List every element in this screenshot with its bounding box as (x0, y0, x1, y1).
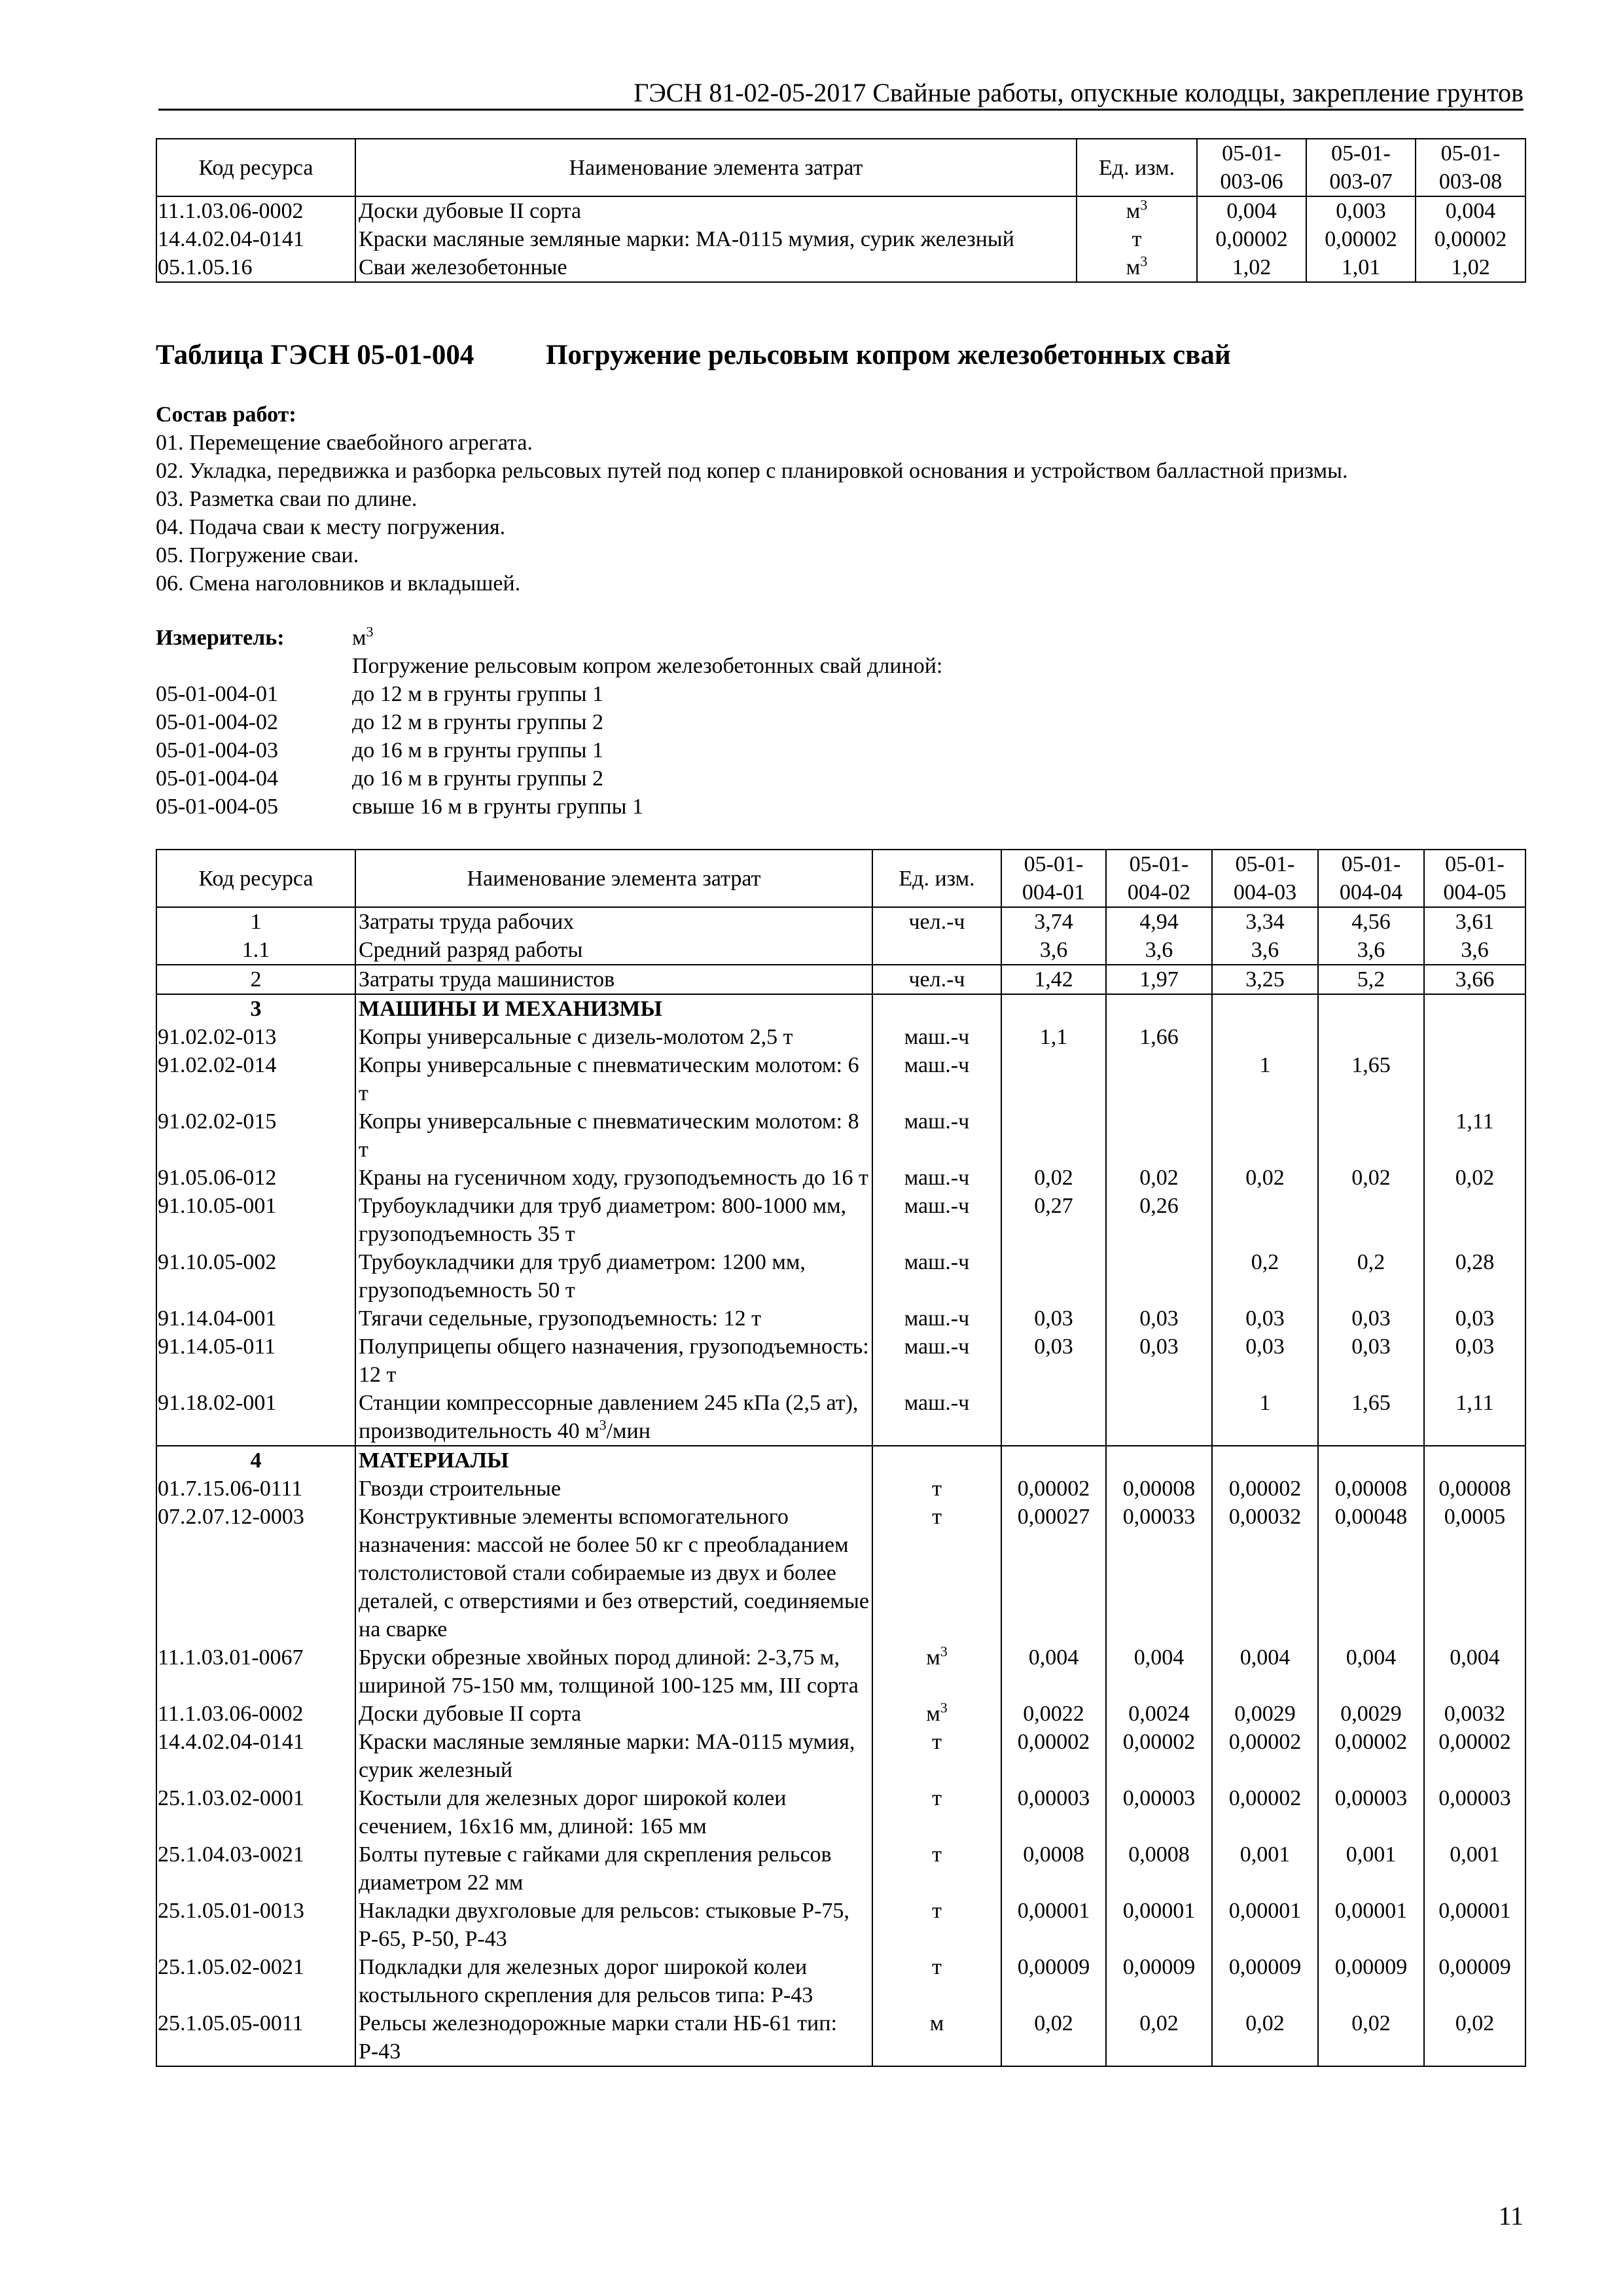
resource-code: 25.1.03.02-0001 (156, 1784, 355, 1840)
col-header: Наименование элемента затрат (355, 139, 1077, 196)
norm-value: 0,00008 (1106, 1475, 1212, 1503)
norm-value: 0,004 (1001, 1643, 1106, 1700)
norm-value: 0,00003 (1001, 1784, 1106, 1840)
resource-name: Копры универсальные с дизель-молотом 2,5 т (355, 1023, 872, 1051)
norm-value: 0,004 (1416, 196, 1525, 225)
table-heading: Погружение рельсовым копром железобетонных свай (546, 340, 1231, 370)
col-header: 05-01- 004-04 (1318, 850, 1424, 907)
norm-value: 0,00027 (1001, 1503, 1106, 1643)
norm-value: 0,03 (1106, 1333, 1212, 1389)
norm-value: 0,02 (1106, 2009, 1212, 2066)
norm-value: 4,94 (1106, 907, 1212, 936)
resource-code: 91.02.02-014 (156, 1051, 355, 1107)
norm-value: 0,00009 (1001, 1953, 1106, 2009)
norm-value: 0,004 (1106, 1643, 1212, 1700)
table-row (156, 1728, 1525, 1784)
norm-value: 3,6 (1212, 936, 1318, 965)
resource-unit: маш.-ч (872, 1304, 1001, 1333)
norm-value: 0,00001 (1424, 1897, 1525, 1953)
norm-value: 0,02 (1212, 1164, 1318, 1192)
norm-value: 0,00002 (1106, 1728, 1212, 1784)
table-row (156, 1389, 1525, 1446)
norm-value: 0,00033 (1106, 1503, 1212, 1643)
variant-text: до 12 м в грунты группы 2 (352, 710, 603, 734)
table-number: Таблица ГЭСН 05-01-004 (156, 340, 474, 370)
table-row (156, 1700, 1525, 1728)
norm-value: 0,03 (1001, 1333, 1106, 1389)
norm-value (1106, 994, 1212, 1023)
norm-value: 3,25 (1212, 965, 1318, 994)
table-row (156, 1164, 1525, 1192)
norm-value: 0,02 (1212, 2009, 1318, 2066)
table-row (156, 1023, 1525, 1051)
norm-value: 0,004 (1197, 196, 1306, 225)
norm-value (1106, 1446, 1212, 1475)
resource-code: 11.1.03.01-0067 (156, 1643, 355, 1700)
resource-code: 25.1.05.01-0013 (156, 1897, 355, 1953)
norm-value: 0,00001 (1212, 1897, 1318, 1953)
norm-value: 0,00008 (1318, 1475, 1424, 1503)
running-header: ГЭСН 81-02-05-2017 Свайные работы, опускные колодцы, закрепление грунтов (158, 77, 1524, 111)
variant-code: 05-01-004-02 (156, 710, 278, 734)
table-row (156, 1784, 1525, 1840)
norm-value: 1 (1212, 1389, 1318, 1446)
variant-code: 05-01-004-03 (156, 738, 278, 762)
resource-unit: т (872, 1840, 1001, 1897)
resource-code: 25.1.04.03-0021 (156, 1840, 355, 1897)
norm-value: 0,03 (1212, 1333, 1318, 1389)
resource-name: Гвозди строительные (355, 1475, 872, 1503)
resource-code: 91.10.05-002 (156, 1248, 355, 1304)
resource-code: 91.14.04-001 (156, 1304, 355, 1333)
resource-name: Подкладки для железных дорог широкой колеи костыльного скрепления для рельсов типа: Р-43 (355, 1953, 872, 2009)
resource-unit: т (872, 1784, 1001, 1840)
norm-value (1106, 1389, 1212, 1446)
resource-unit: м (872, 2009, 1001, 2066)
resource-unit (872, 936, 1001, 965)
work-label: Состав работ: (156, 403, 296, 427)
resource-name: Болты путевые с гайками для скрепления рельсов диаметром 22 мм (355, 1840, 872, 1897)
norm-value: 0,004 (1212, 1643, 1318, 1700)
resource-code: 11.1.03.06-0002 (156, 1700, 355, 1728)
norm-value: 0,0008 (1106, 1840, 1212, 1897)
variant-text: свыше 16 м в грунты группы 1 (352, 795, 643, 819)
table-row (156, 1840, 1525, 1897)
norm-value: 1,11 (1424, 1107, 1525, 1164)
norm-value: 0,02 (1001, 2009, 1106, 2066)
norm-value (1318, 1107, 1424, 1164)
resource-name: Накладки двухголовые для рельсов: стыковые Р-75, Р-65, Р-50, Р-43 (355, 1897, 872, 1953)
norm-value: 1,42 (1001, 965, 1106, 994)
table-row (156, 1503, 1525, 1643)
norm-value: 0,00002 (1001, 1475, 1106, 1503)
work-item: 02. Укладка, передвижка и разборка рельсовых путей под копер с планировкой основания и устройством балластной призмы. (156, 459, 1348, 483)
resource-unit: $м^3$ (1077, 196, 1197, 225)
norm-value: 0,02 (1318, 2009, 1424, 2066)
norm-value: 0,00001 (1001, 1897, 1106, 1953)
norm-value: 0,03 (1212, 1304, 1318, 1333)
resource-name: Затраты труда машинистов (355, 965, 872, 994)
norm-value (1106, 1051, 1212, 1107)
col-header: Код ресурса (156, 850, 355, 907)
resource-code: 3 (156, 994, 355, 1023)
table-row (156, 936, 1525, 965)
norm-value: 0,001 (1318, 1840, 1424, 1897)
norm-value: 3,6 (1106, 936, 1212, 965)
norm-value (1001, 1389, 1106, 1446)
norm-value: 0,004 (1318, 1643, 1424, 1700)
norm-value: 0,00002 (1306, 225, 1416, 253)
table-row (156, 253, 1525, 282)
resource-unit (872, 994, 1001, 1023)
norm-value (1212, 1107, 1318, 1164)
table-row (156, 1475, 1525, 1503)
table-row (156, 965, 1525, 994)
norm-value: 0,03 (1106, 1304, 1212, 1333)
col-header: 05-01- 004-02 (1106, 850, 1212, 907)
norm-value: 0,00002 (1212, 1784, 1318, 1840)
norm-value: 0,02 (1424, 2009, 1525, 2066)
norm-value: 0,00003 (1106, 1784, 1212, 1840)
norm-value: 5,2 (1318, 965, 1424, 994)
table-row (156, 1643, 1525, 1700)
norm-value (1424, 1446, 1525, 1475)
resource-name: Копры универсальные с пневматическим молотом: 6 т (355, 1051, 872, 1107)
resource-unit: т (872, 1503, 1001, 1643)
norm-value: 0,00002 (1424, 1728, 1525, 1784)
norm-value: 0,00002 (1001, 1728, 1106, 1784)
resource-code: 11.1.03.06-0002 (156, 196, 355, 225)
resource-code: 4 (156, 1446, 355, 1475)
resource-name: Краны на гусеничном ходу, грузоподъемность до 16 т (355, 1164, 872, 1192)
resource-name: Доски дубовые II сорта (355, 196, 1077, 225)
resource-unit: маш.-ч (872, 1164, 1001, 1192)
norm-value: 0,26 (1106, 1192, 1212, 1248)
resource-name: Краски масляные земляные марки: МА-0115 мумия, сурик железный (355, 225, 1077, 253)
norm-value: 0,00003 (1424, 1784, 1525, 1840)
resource-unit: маш.-ч (872, 1389, 1001, 1446)
resource-name: Станции компрессорные давлением 245 кПа (2,5 ат), производительность 40 $м^3$/мин (355, 1389, 872, 1446)
norm-value: 0,00002 (1212, 1728, 1318, 1784)
norm-value: 4,56 (1318, 907, 1424, 936)
variant-code: 05-01-004-05 (156, 795, 278, 819)
table-title (156, 338, 1231, 373)
norm-value: 1,66 (1106, 1023, 1212, 1051)
norm-value: 0,001 (1424, 1840, 1525, 1897)
norm-value: 0,00001 (1106, 1897, 1212, 1953)
variant-code: 05-01-004-01 (156, 682, 278, 706)
norm-value: 0,0029 (1212, 1700, 1318, 1728)
resource-code: 01.7.15.06-0111 (156, 1475, 355, 1503)
col-header: Ед. изм. (872, 850, 1001, 907)
work-item: 03. Разметка сваи по длине. (156, 487, 418, 511)
norm-value (1001, 1107, 1106, 1164)
resource-unit: маш.-ч (872, 1051, 1001, 1107)
table-row (156, 196, 1525, 225)
norm-value: 0,00002 (1416, 225, 1525, 253)
norm-value: 0,02 (1318, 1164, 1424, 1192)
resource-unit: чел.-ч (872, 965, 1001, 994)
norm-value (1001, 994, 1106, 1023)
norm-value (1001, 1248, 1106, 1304)
norm-value: 0,02 (1424, 1164, 1525, 1192)
resource-name: МАТЕРИАЛЫ (355, 1446, 872, 1475)
norm-value: 0,00009 (1106, 1953, 1212, 2009)
table-row (156, 907, 1525, 936)
resource-code: 91.18.02-001 (156, 1389, 355, 1446)
norm-value: 3,66 (1424, 965, 1525, 994)
norm-value: 0,00009 (1424, 1953, 1525, 2009)
col-header: Код ресурса (156, 139, 355, 196)
norm-value: 0,27 (1001, 1192, 1106, 1248)
resource-unit: маш.-ч (872, 1192, 1001, 1248)
norm-value: 3,6 (1318, 936, 1424, 965)
table-row (156, 1051, 1525, 1107)
norm-value (1212, 1192, 1318, 1248)
section-row (156, 1446, 1525, 1475)
norm-value: 3,6 (1001, 936, 1106, 965)
resource-name: Бруски обрезные хвойных пород длиной: 2-3,75 м, шириной 75-150 мм, толщиной 100-125 мм, III сорта (355, 1643, 872, 1700)
norm-value: 0,0032 (1424, 1700, 1525, 1728)
norm-value: 0,0024 (1106, 1700, 1212, 1728)
variant-text: до 16 м в грунты группы 2 (352, 766, 603, 791)
norm-value: 0,0022 (1001, 1700, 1106, 1728)
col-header: 05-01- 003-06 (1197, 139, 1306, 196)
table-row (156, 1192, 1525, 1248)
resource-name: Средний разряд работы (355, 936, 872, 965)
work-composition (156, 401, 1348, 598)
measure-value: $м^3$ (352, 623, 374, 650)
resource-unit: маш.-ч (872, 1107, 1001, 1164)
variant-text: до 12 м в грунты группы 1 (352, 682, 603, 706)
work-item: 04. Подача сваи к месту погружения. (156, 515, 506, 539)
page-number: 11 (1498, 2201, 1524, 2231)
norm-value: 0,0008 (1001, 1840, 1106, 1897)
col-header: 05-01- 004-03 (1212, 850, 1318, 907)
col-header: 05-01- 004-05 (1424, 850, 1525, 907)
table-row (156, 1107, 1525, 1164)
norm-value: 1,65 (1318, 1051, 1424, 1107)
norm-value: 0,03 (1424, 1333, 1525, 1389)
norm-value: 0,00003 (1318, 1784, 1424, 1840)
norm-value (1424, 994, 1525, 1023)
norm-value: 1,1 (1001, 1023, 1106, 1051)
table-row (156, 1953, 1525, 2009)
resource-unit: $м^3$ (872, 1643, 1001, 1700)
norm-value: 0,00009 (1212, 1953, 1318, 2009)
norm-value (1424, 1192, 1525, 1248)
norm-value: 0,02 (1001, 1164, 1106, 1192)
norm-value: 0,00001 (1318, 1897, 1424, 1953)
resource-code: 91.14.05-011 (156, 1333, 355, 1389)
col-header: 05-01- 003-07 (1306, 139, 1416, 196)
norm-value: 0,02 (1106, 1164, 1212, 1192)
resource-name: Краски масляные земляные марки: МА-0115 мумия, сурик железный (355, 1728, 872, 1784)
norm-value: 3,6 (1424, 936, 1525, 965)
resource-unit: т (872, 1728, 1001, 1784)
col-header: 05-01- 004-01 (1001, 850, 1106, 907)
resource-unit: $м^3$ (872, 1700, 1001, 1728)
resource-name: Рельсы железнодорожные марки стали НБ-61 тип: Р-43 (355, 2009, 872, 2066)
main-norms-table (156, 849, 1526, 2067)
prev-norms-table (156, 138, 1526, 283)
resource-unit: чел.-ч (872, 907, 1001, 936)
norm-value (1001, 1051, 1106, 1107)
resource-name: Затраты труда рабочих (355, 907, 872, 936)
norm-value: 0,2 (1212, 1248, 1318, 1304)
measure-label: Измеритель: (156, 626, 285, 650)
norm-value: 1,02 (1197, 253, 1306, 282)
section-row (156, 994, 1525, 1023)
work-item: 05. Погружение сваи. (156, 543, 359, 567)
resource-unit: т (872, 1897, 1001, 1953)
norm-value: 0,00002 (1318, 1728, 1424, 1784)
resource-name: Полуприцепы общего назначения, грузоподъемность: 12 т (355, 1333, 872, 1389)
norm-value: 3,34 (1212, 907, 1318, 936)
norm-value (1424, 1023, 1525, 1051)
norm-value: 0,2 (1318, 1248, 1424, 1304)
variant-code: 05-01-004-04 (156, 766, 278, 791)
table-row (156, 2009, 1525, 2066)
norm-value: 0,00008 (1424, 1475, 1525, 1503)
resource-unit: маш.-ч (872, 1333, 1001, 1389)
resource-code: 91.10.05-001 (156, 1192, 355, 1248)
norm-value (1106, 1107, 1212, 1164)
norm-value: 0,001 (1212, 1840, 1318, 1897)
table-row (156, 1897, 1525, 1953)
resource-code: 25.1.05.05-0011 (156, 2009, 355, 2066)
norm-value (1318, 994, 1424, 1023)
resource-name: Костыли для железных дорог широкой колеи сечением, 16х16 мм, длиной: 165 мм (355, 1784, 872, 1840)
norm-value: 0,004 (1424, 1643, 1525, 1700)
resource-code: 14.4.02.04-0141 (156, 1728, 355, 1784)
resource-code: 1 (156, 907, 355, 936)
resource-code: 91.05.06-012 (156, 1164, 355, 1192)
resource-code: 91.02.02-013 (156, 1023, 355, 1051)
resource-unit: маш.-ч (872, 1248, 1001, 1304)
norm-value: 1,01 (1306, 253, 1416, 282)
norm-value: 3,74 (1001, 907, 1106, 936)
resource-code: 07.2.07.12-0003 (156, 1503, 355, 1643)
resource-unit: маш.-ч (872, 1023, 1001, 1051)
norm-value (1318, 1446, 1424, 1475)
norm-value: 1,02 (1416, 253, 1525, 282)
work-item: 06. Смена наголовников и вкладышей. (156, 571, 521, 596)
resource-unit: $м^3$ (1077, 253, 1197, 282)
norm-value (1001, 1446, 1106, 1475)
norm-value (1212, 1023, 1318, 1051)
norm-value: 0,00032 (1212, 1503, 1318, 1643)
col-header: Наименование элемента затрат (355, 850, 872, 907)
norm-value: 0,00048 (1318, 1503, 1424, 1643)
table-row (156, 1248, 1525, 1304)
norm-value: 0,03 (1001, 1304, 1106, 1333)
resource-unit: т (1077, 225, 1197, 253)
resource-name: Трубоукладчики для труб диаметром: 800-1000 мм, грузоподъемность 35 т (355, 1192, 872, 1248)
resource-unit: т (872, 1475, 1001, 1503)
resource-unit (872, 1446, 1001, 1475)
norm-value: 0,003 (1306, 196, 1416, 225)
norm-value (1106, 1248, 1212, 1304)
resource-name: Сваи железобетонные (355, 253, 1077, 282)
norm-value: 0,0029 (1318, 1700, 1424, 1728)
work-item: 01. Перемещение сваебойного агрегата. (156, 431, 533, 455)
table-row (156, 1304, 1525, 1333)
resource-code: 25.1.05.02-0021 (156, 1953, 355, 2009)
resource-name: МАШИНЫ И МЕХАНИЗМЫ (355, 994, 872, 1023)
norm-value (1212, 994, 1318, 1023)
norm-value: 0,00002 (1197, 225, 1306, 253)
variant-text: до 16 м в грунты группы 1 (352, 738, 603, 762)
norm-value: 1,11 (1424, 1389, 1525, 1446)
norm-value: 0,00009 (1318, 1953, 1424, 2009)
resource-code: 2 (156, 965, 355, 994)
resource-unit: т (872, 1953, 1001, 2009)
resource-code: 14.4.02.04-0141 (156, 225, 355, 253)
resource-name: Копры универсальные с пневматическим молотом: 8 т (355, 1107, 872, 1164)
norm-value: 0,0005 (1424, 1503, 1525, 1643)
col-header: 05-01- 003-08 (1416, 139, 1525, 196)
resource-name: Трубоукладчики для труб диаметром: 1200 мм, грузоподъемность 50 т (355, 1248, 872, 1304)
norm-value: 0,03 (1318, 1304, 1424, 1333)
norm-value (1424, 1051, 1525, 1107)
resource-name: Доски дубовые II сорта (355, 1700, 872, 1728)
norm-value: 0,28 (1424, 1248, 1525, 1304)
norm-value: 0,03 (1424, 1304, 1525, 1333)
resource-name: Конструктивные элементы вспомогательного назначения: массой не более 50 кг с преобладанием толстолистовой стали собираемые из двух и более деталей, с отверстиями и без отверстий, соединяемые на сварке (355, 1503, 872, 1643)
resource-code: 1.1 (156, 936, 355, 965)
norm-value: 1 (1212, 1051, 1318, 1107)
table-row (156, 225, 1525, 253)
norm-value: 3,61 (1424, 907, 1525, 936)
norm-value (1212, 1446, 1318, 1475)
resource-code: 91.02.02-015 (156, 1107, 355, 1164)
norm-value (1318, 1023, 1424, 1051)
norm-value: 0,03 (1318, 1333, 1424, 1389)
norm-value: 1,65 (1318, 1389, 1424, 1446)
norm-value: 1,97 (1106, 965, 1212, 994)
col-header: Ед. изм. (1077, 139, 1197, 196)
table-row (156, 1333, 1525, 1389)
norm-value (1318, 1192, 1424, 1248)
resource-code: 05.1.05.16 (156, 253, 355, 282)
norm-value: 0,00002 (1212, 1475, 1318, 1503)
resource-name: Тягачи седельные, грузоподъемность: 12 т (355, 1304, 872, 1333)
